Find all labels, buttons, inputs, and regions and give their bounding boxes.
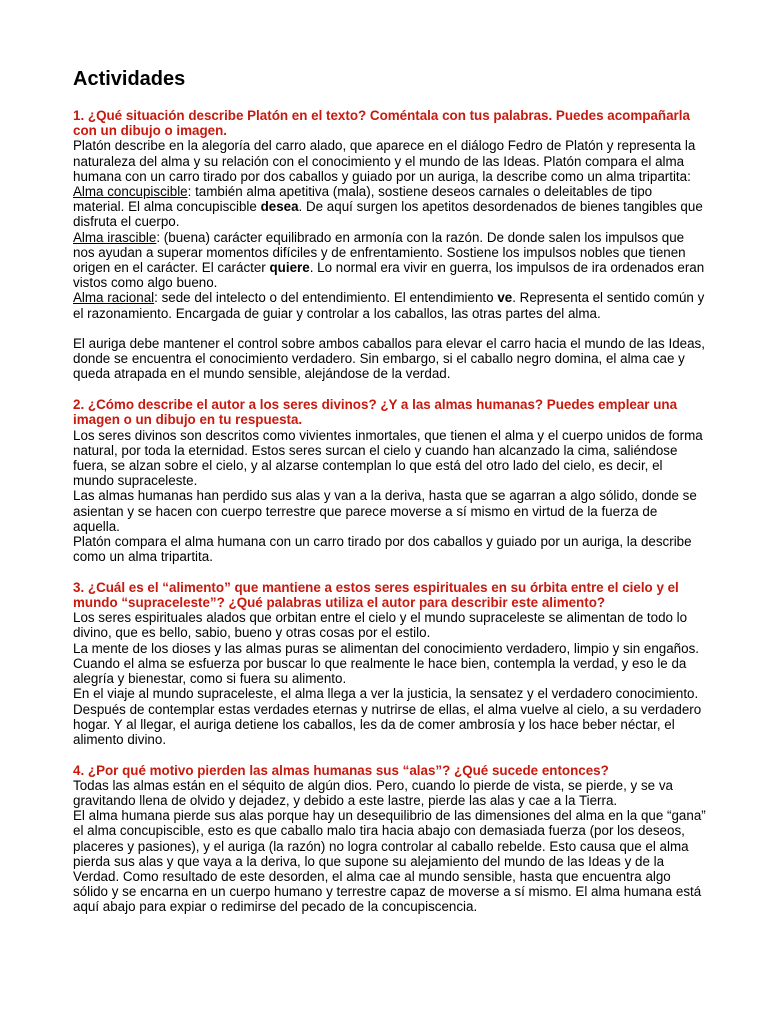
alma-concupiscible: Alma concupiscible: también alma apetitiva (mala), sostiene deseos carnales o deleitables de tipo material. El alma concupiscible desea. De aquí surgen los apetitos desordenados de bienes tangibles que disfruta el cuerpo.	[73, 184, 703, 230]
term-irascible: Alma irascible	[73, 229, 157, 245]
activity-2	[73, 397, 706, 564]
question-3: 3. ¿Cuál es el “alimento” que mantiene a estos seres espirituales en su órbita entre el cielo y el mundo “supraceleste”? ¿Qué palabras utiliza el autor para describir este alimento?	[73, 579, 679, 611]
answer-3-p2: La mente de los dioses y las almas puras se alimentan del conocimiento verdadero, limpio y sin engaños. Cuando el alma se esfuerza por buscar lo que realmente le hace bien, contempla la verdad, y eso le da alegría y bienestar, como si fuera su alimento.	[73, 640, 699, 687]
answer-2-humanas: Las almas humanas han perdido sus alas y van a la deriva, hasta que se agarran a algo sólido, donde se asientan y se hacen con cuerpo terrestre que parece moverse a sí mismo en virtud de la fuerza de aquella.	[73, 488, 697, 534]
alma-racional: Alma racional: sede del intelecto o del entendimiento. El entendimiento ve. Representa el sentido común y el razonamiento. Encargada de guiar y controlar a los caballos, las otras partes del alma.	[73, 290, 705, 321]
term-concupiscible: Alma concupiscible	[73, 184, 188, 200]
answer-3-p3: En el viaje al mundo supraceleste, el alma llega a ver la justicia, la sensatez y el verdadero conocimiento. Después de contemplar estas verdades eternas y nutrirse de ellas, el alma vuelve al cielo, a su verdadero hogar. Y al llegar, el auriga detiene los caballos, les da de comer ambrosía y los hace beber néctar, el alimento divino.	[73, 686, 702, 747]
activity-1	[73, 108, 706, 382]
question-2: 2. ¿Cómo describe el autor a los seres divinos? ¿Y a las almas humanas? Puedes emplear una imagen o un dibujo en tu respuesta.	[73, 397, 678, 428]
answer-3-p1: Los seres espirituales alados que orbitan entre el cielo y el mundo supraceleste se alimentan de todo lo divino, que es bello, sabio, bueno y otras cosas por el estilo.	[73, 610, 688, 641]
question-1: 1. ¿Qué situación describe Platón en el texto? Coméntala con tus palabras. Puedes acompañarla con un dibujo o imagen.	[73, 108, 690, 139]
activity-4	[73, 763, 706, 915]
question-4: 4. ¿Por qué motivo pierden las almas humanas sus “alas”? ¿Qué sucede entonces?	[73, 762, 609, 778]
answer-1-intro: Platón describe en la alegoría del carro alado, que aparece en el diálogo Fedro de Platón y representa la naturaleza del alma y su relación con el conocimiento y el mundo de las Ideas. Platón compara el alma humana con un carro tirado por dos caballos y guiado por un auriga, la describe como un alma tripartita:	[73, 138, 696, 184]
alma-irascible: Alma irascible: (buena) carácter equilibrado en armonía con la razón. De donde salen los impulsos que nos ayudan a superar momentos difíciles y de enfrentamiento. Sostiene los impulsos nobles que tienen origen en el carácter. El carácter quiere. Lo normal era vivir en guerra, los impulsos de ira ordenados eran vistos como algo bueno.	[73, 229, 705, 291]
answer-1-conclusion: El auriga debe mantener el control sobre ambos caballos para elevar el carro hacia el mundo de las Ideas, donde se encuentra el conocimiento verdadero. Sin embargo, si el caballo negro domina, el alma cae y queda atrapada en el mundo sensible, alejándose de la verdad.	[73, 336, 705, 382]
answer-2-tripartita: Platón compara el alma humana con un carro tirado por dos caballos y guiado por un auriga, la describe como un alma tripartita.	[73, 533, 692, 565]
activity-3	[73, 580, 706, 747]
answer-4-p1: Todas las almas están en el séquito de algún dios. Pero, cuando lo pierde de vista, se pierde, y se va gravitando llena de olvido y dejadez, y debido a este lastre, pierde las alas y cae a la Tierra.	[73, 777, 673, 809]
page-title: Actividades	[73, 68, 186, 90]
answer-2-divinos: Los seres divinos son descritos como vivientes inmortales, que tienen el alma y el cuerpo unidos de forma natural, por toda la eternidad. Estos seres surcan el cielo y cuando han alcanzado la cima, saliéndose fuera, se alzan sobre el cielo, y al alzarse contemplan lo que está del otro lado del cielo, es decir, el mundo supraceleste.	[73, 427, 703, 489]
answer-4-p2: El alma humana pierde sus alas porque hay un desequilibrio de las dimensiones del alma en la que “gana” el alma concupiscible, esto es que caballo malo tira hacia abajo con demasiada fuerza (por los deseos, placeres y pasiones), y el auriga (la razón) no logra controlar al caballo rebelde. Esto causa que el alma pierda sus alas y que vaya a la deriva, lo que supone su alejamiento del mundo de las Ideas y de la Verdad. Como resultado de este desorden, el alma cae al mundo sensible, hasta que encuentra algo sólido y se encarna en un cuerpo humano y terrestre capaz de moverse a sí mismo. El alma humana está aquí abajo para expiar o redimirse del pecado de la concupiscencia.	[73, 808, 706, 915]
term-racional: Alma racional	[73, 290, 155, 306]
